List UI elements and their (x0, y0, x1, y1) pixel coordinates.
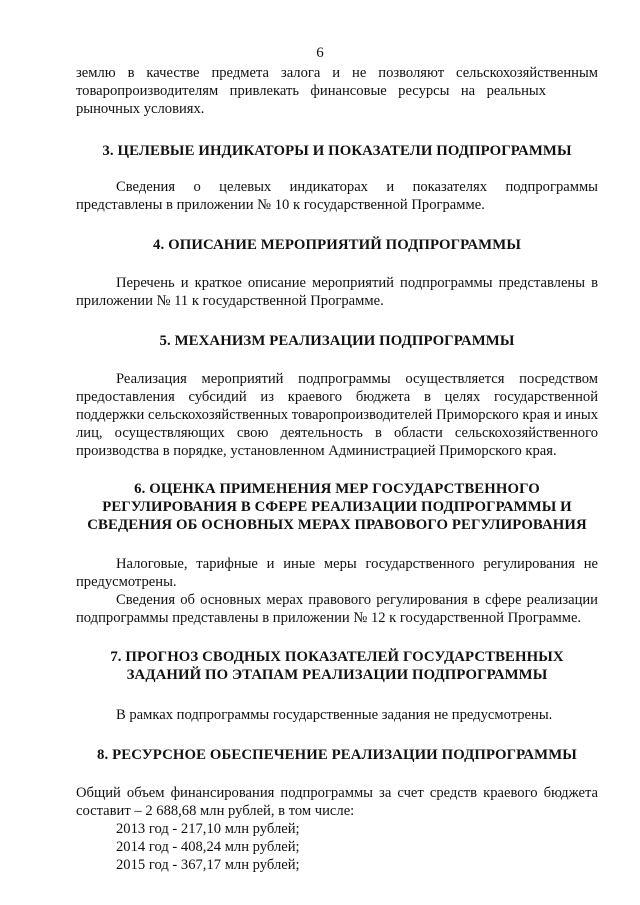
section-5-heading: 5. МЕХАНИЗМ РЕАЛИЗАЦИИ ПОДПРОГРАММЫ (159, 333, 515, 349)
intro-line-2: товаропроизводителям привлекать финансовые ресурсы на реальных рыночных условиях. (76, 83, 546, 117)
section-6-heading-line-1: 6. ОЦЕНКА ПРИМЕНЕНИЯ МЕР ГОСУДАРСТВЕННОГО (134, 481, 540, 497)
section-8-text: Общий объем финансирования подпрограммы за счет средств краевого бюджета составит – 2 688,68 млн рублей, в том числе: (76, 785, 598, 819)
page-number: 6 (316, 45, 324, 61)
section-6-text-1: Налоговые, тарифные и иные меры государственного регулирования не предусмотрены. (76, 556, 598, 590)
section-7-text: В рамках подпрограммы государственные задания не предусмотрены. (116, 707, 553, 723)
section-4-heading: 4. ОПИСАНИЕ МЕРОПРИЯТИЙ ПОДПРОГРАММЫ (153, 237, 521, 253)
section-6-heading-line-2: РЕГУЛИРОВАНИЯ В СФЕРЕ РЕАЛИЗАЦИИ ПОДПРОГРАММЫ И (102, 499, 572, 515)
section-4-text: Перечень и краткое описание мероприятий подпрограммы представлены в приложении № 11 к государственной Программе. (76, 275, 598, 309)
funding-year-2015: 2015 год - 367,17 млн рублей; (116, 857, 300, 873)
section-7-heading (76, 648, 598, 684)
section-5-text: Реализация мероприятий подпрограммы осуществляется посредством предоставления субсидий из краевого бюджета в целях государственной поддержки сельскохозяйственных товаропроизводителей Приморского края и иных лиц, осуществляющих свою деятельность в области сельскохозяйственного производства в порядке, установленном Администрацией Приморского края. (76, 371, 598, 459)
section-7-heading-line-2: ЗАДАНИЙ ПО ЭТАПАМ РЕАЛИЗАЦИИ ПОДПРОГРАММЫ (126, 667, 548, 683)
section-7-heading-line-1: 7. ПРОГНОЗ СВОДНЫХ ПОКАЗАТЕЛЕЙ ГОСУДАРСТВЕННЫХ (110, 649, 564, 665)
section-3-heading: 3. ЦЕЛЕВЫЕ ИНДИКАТОРЫ И ПОКАЗАТЕЛИ ПОДПРОГРАММЫ (102, 143, 572, 159)
section-6-heading (76, 480, 598, 534)
section-8-heading: 8. РЕСУРСНОЕ ОБЕСПЕЧЕНИЕ РЕАЛИЗАЦИИ ПОДПРОГРАММЫ (97, 747, 577, 763)
section-6-text-2: Сведения об основных мерах правового регулирования в сфере реализации подпрограммы представлены в приложении № 12 к государственной Программе. (76, 592, 598, 626)
funding-year-2014: 2014 год - 408,24 млн рублей; (116, 839, 300, 855)
section-6-heading-line-3: СВЕДЕНИЯ ОБ ОСНОВНЫХ МЕРАХ ПРАВОВОГО РЕГУЛИРОВАНИЯ (87, 517, 587, 533)
document-body (76, 64, 598, 874)
funding-year-2013: 2013 год - 217,10 млн рублей; (116, 821, 300, 837)
section-3-text: Сведения о целевых индикаторах и показателях подпрограммы представлены в приложении № 10 к государственной Программе. (76, 179, 598, 213)
intro-line-1: землю в качестве предмета залога и не позволяют сельскохозяйственным (76, 65, 598, 81)
